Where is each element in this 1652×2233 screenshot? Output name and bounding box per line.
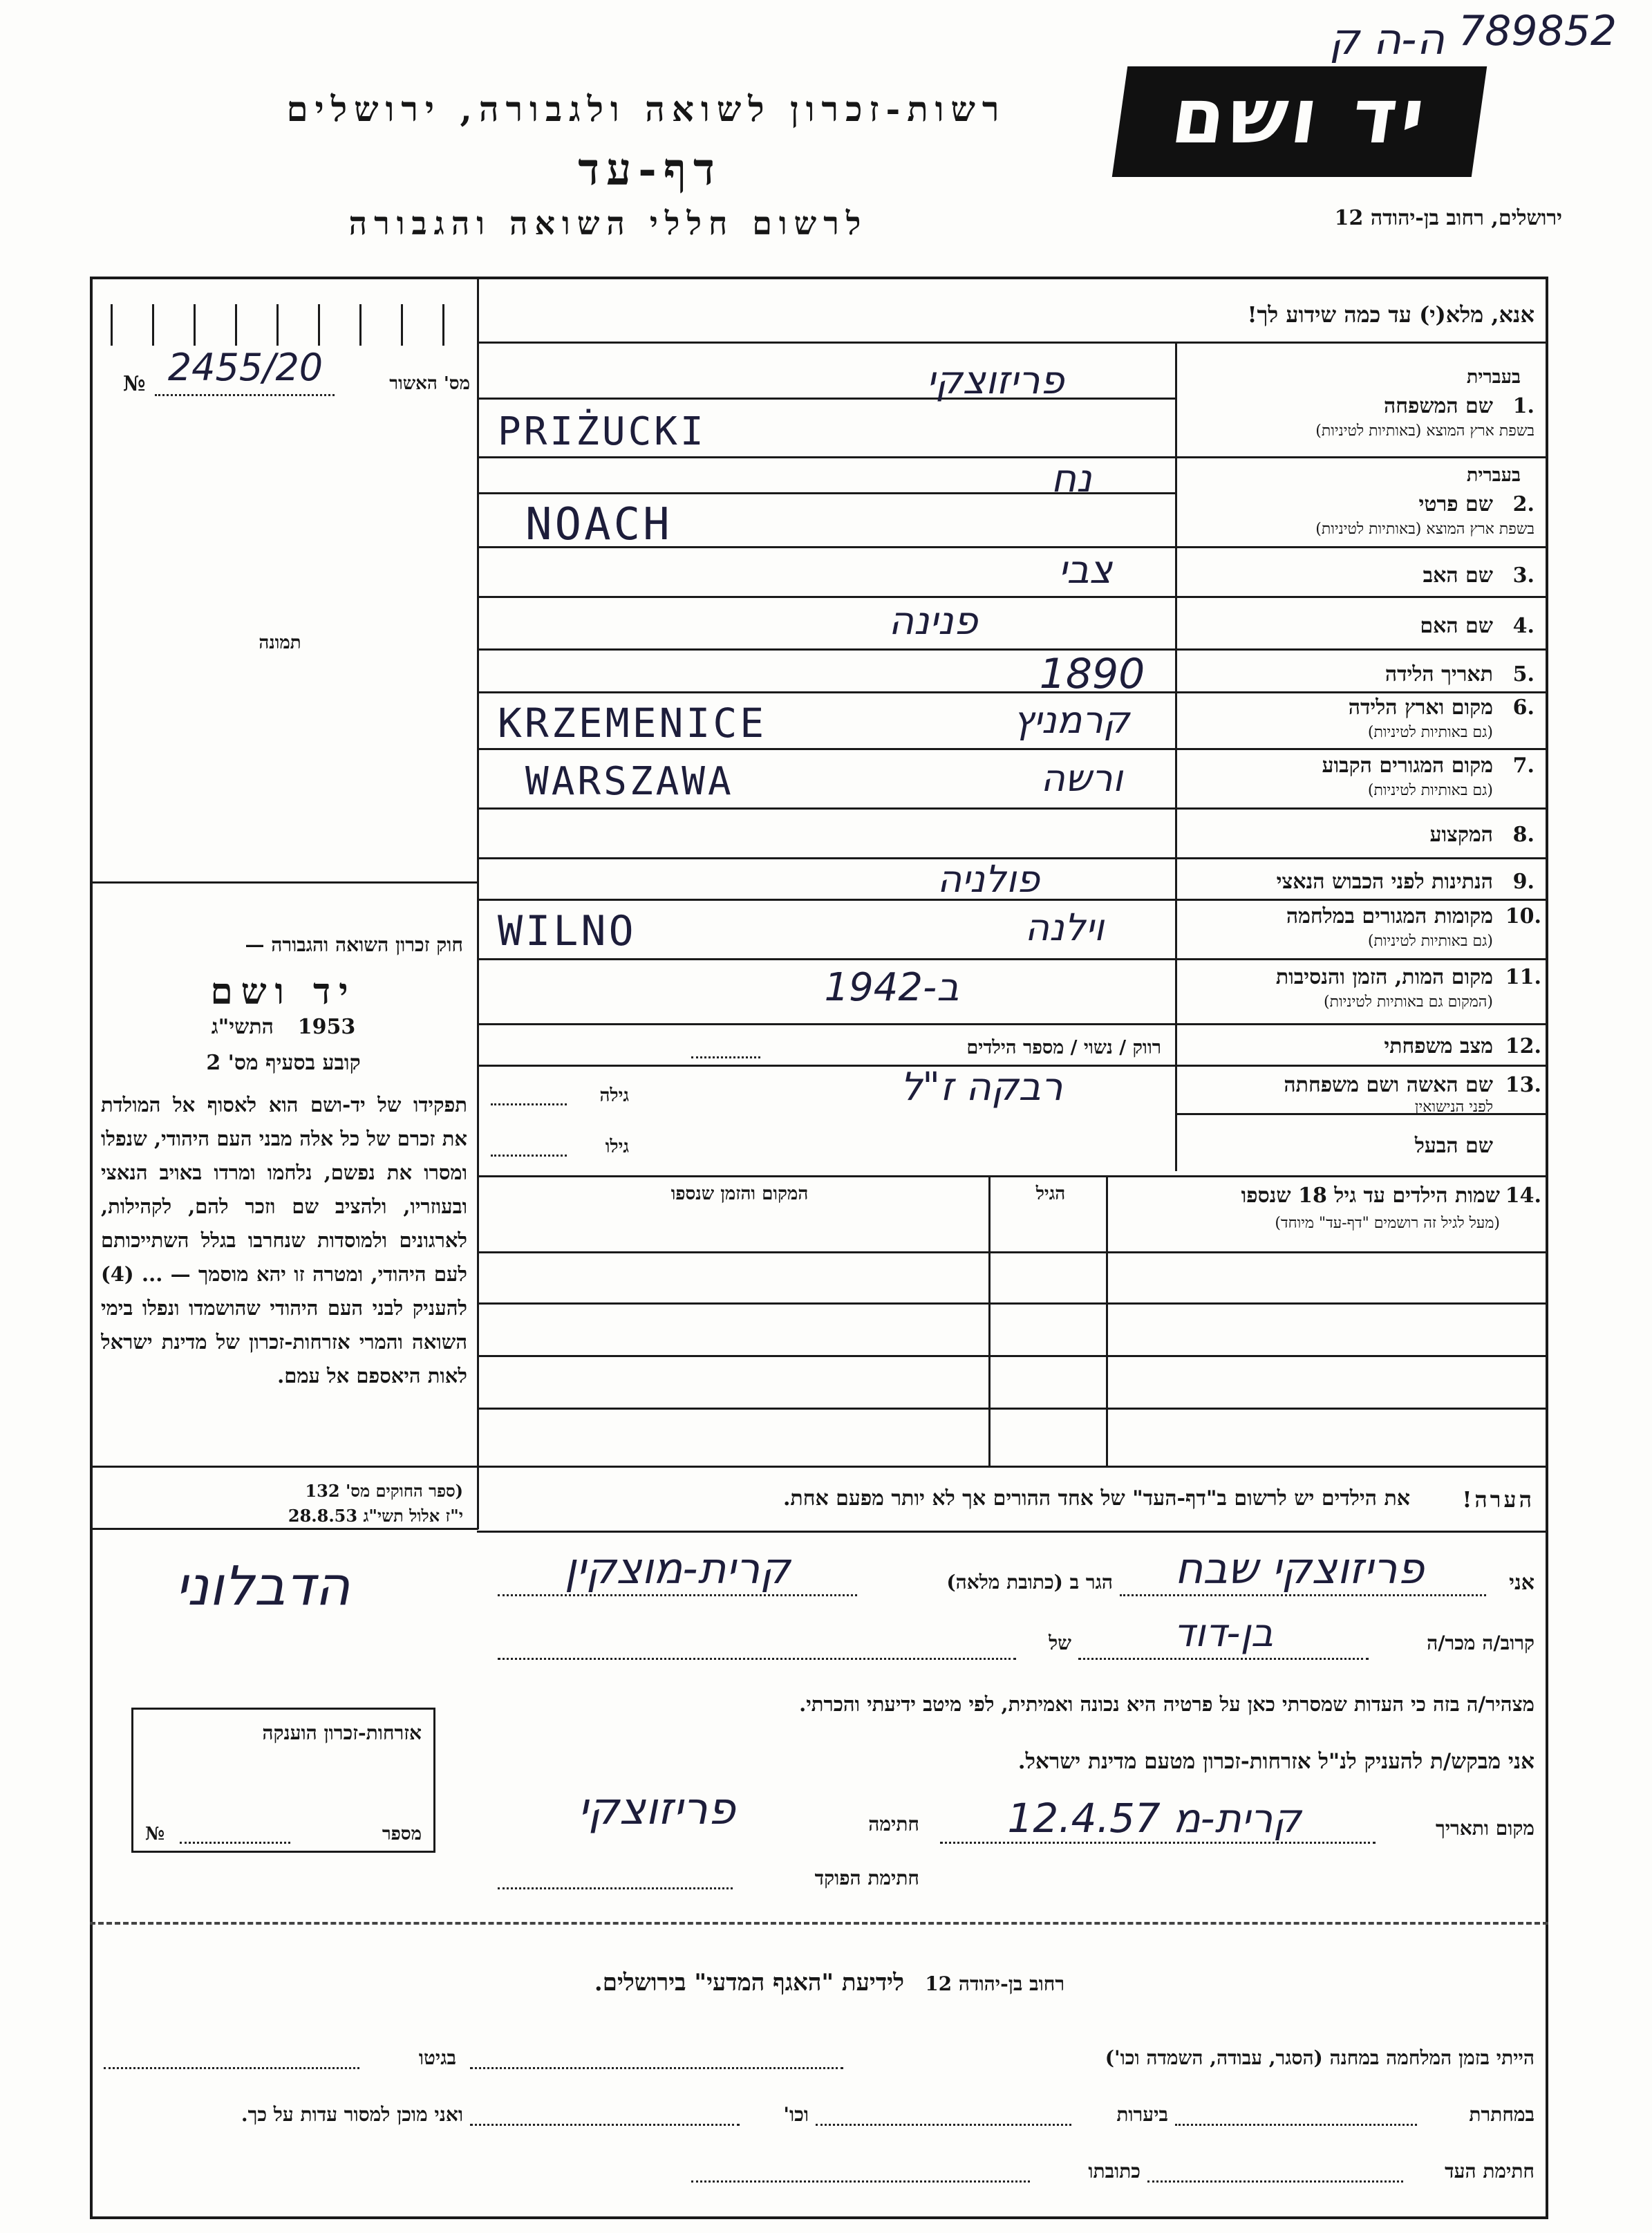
declaration-residing: הגר ב (כתובת מלאה) xyxy=(946,1571,1113,1594)
form-subtitle: לרשום חללי השואה והגבורה xyxy=(348,205,868,242)
field-husband-age-label: גילו xyxy=(605,1137,629,1157)
margin-note: הדבלוני xyxy=(175,1555,350,1618)
declaration-relative: קרוב/ה מכר/ה xyxy=(1427,1632,1534,1654)
law-name: יד ושם xyxy=(210,971,357,1013)
note-text: את הילדים יש לרשום ב"דף-העד" של אחד ההורים אך לא יותר מפעם אחת. xyxy=(782,1486,1410,1511)
footer-line3-b: כתובתו xyxy=(1088,2160,1141,2183)
field-13-sub: לפני הנישואין xyxy=(1414,1099,1493,1116)
authority-title: רשות-זכרון לשואה ולגבורה, ירושלים xyxy=(286,88,1006,129)
footer-line1-end: בגיטו xyxy=(418,2046,456,2069)
logo-text: יד ושם xyxy=(1166,72,1434,160)
footer-line2-a: במחתרת xyxy=(1469,2103,1534,2126)
field-12-num: 12. xyxy=(1505,1034,1541,1058)
children-num: 14. xyxy=(1505,1184,1541,1208)
field-12-label: מצב משפחתי xyxy=(1384,1034,1493,1058)
field-7-value-hebrew: ורשה xyxy=(1040,756,1123,800)
registration-ticks xyxy=(97,304,470,346)
field-2-lang-header: בעברית xyxy=(1466,465,1521,486)
field-2-num: 2. xyxy=(1512,492,1534,516)
field-2-value-latin: NOACH xyxy=(525,499,673,550)
field-7-value-latin: WARSZAWA xyxy=(525,759,734,804)
field-11-value: 1942-ב xyxy=(824,965,959,1010)
field-2-value-hebrew: נח xyxy=(1051,456,1092,501)
field-1-value-latin: PRIŻUCKI xyxy=(498,409,706,454)
law-body: תפקידו של יד-ושם הוא לאסוף אל המולדת את זכרם של כל אלה מבני העם היהודי, שנפלו ומסרו את נפשם, נלחמו ומרדו באויב הנאצי ובעוזריו, ולהציב שם וזכר להם, לקהילות, לארגונים ולמוסדות שנחרבו בגלל השתייכותם לעם היהודי, ומטרה זו יהא מוסמך — ... (4) להעניק לבני העם היהודי שהושמדו ונפלו בימי השואה והמרי אזרחות-זכרון של מדינת ישראל לאות היאספם אל עמם. xyxy=(101,1093,467,1388)
field-10-value-hebrew: וילנה xyxy=(1024,906,1105,949)
field-9-label: הנתינות לפני הכבוש הנאצי xyxy=(1276,870,1493,894)
children-col-place: המקום והזמן שנספו xyxy=(670,1184,809,1204)
footer-heading: לידיעת "האגף המדעי" בירושלים. xyxy=(594,1969,904,1997)
citizenship-title: אזרחות-זכרון הוענקה xyxy=(262,1721,422,1744)
field-4-value: פנינה xyxy=(888,599,978,644)
field-10-label: מקומות המגורים במלחמה xyxy=(1286,904,1493,928)
field-4-num: 4. xyxy=(1512,614,1534,638)
field-11-sub: (המקום גם באותיות לטיניות) xyxy=(1324,993,1493,1011)
field-6-value-hebrew: קרמניץ xyxy=(1013,698,1130,742)
field-13-age-label: גילה xyxy=(599,1085,629,1106)
field-6-value-latin: KRZEMENICE xyxy=(498,700,767,747)
children-col-age: הגיל xyxy=(1035,1184,1066,1204)
form-name: דף-עד xyxy=(578,144,722,196)
declaration-place-date-value: קרית-מ 12.4.57 xyxy=(1007,1795,1302,1842)
field-5-label: תאריך הלידה xyxy=(1385,662,1493,686)
registration-number-label: מס' האשור xyxy=(389,373,470,394)
field-12-options: רווק / נשוי / מספר הילדים xyxy=(966,1037,1161,1058)
children-label: שמות הילדים עד גיל 18 שנספו xyxy=(1241,1184,1500,1208)
field-1-num: 1. xyxy=(1512,394,1534,418)
declaration-place-date: מקום ותאריך xyxy=(1435,1817,1534,1840)
field-1-sub: בשפת ארץ המוצא (באותיות לטיניות) xyxy=(1315,422,1534,440)
field-9-value: פולניה xyxy=(937,857,1040,901)
field-11-label: מקום המות, הזמן והנסיבות xyxy=(1275,965,1493,989)
declaration-name-value: פריזוצקי שבח xyxy=(1174,1543,1425,1594)
field-8-label: המקצוע xyxy=(1429,823,1493,847)
field-2-sub: בשפת ארץ המוצא (באותיות לטיניות) xyxy=(1315,521,1534,538)
citizenship-number-label: מספר xyxy=(382,1824,422,1844)
field-husband-label: שם הבעל xyxy=(1414,1134,1493,1158)
footer-line1: הייתי בזמן המלחמה במחנה (הסגר, עבודה, השמדה וכו') xyxy=(1105,2046,1534,2069)
declaration-of: של xyxy=(1049,1632,1071,1654)
field-3-label: שם האב xyxy=(1423,563,1493,588)
law-source: (ספר החוקים מס' 132 xyxy=(305,1481,463,1501)
field-13-value: רבקה ז"ל xyxy=(900,1065,1063,1110)
declaration-signature-value: פריזוצקי xyxy=(578,1784,735,1835)
declaration-signature: חתימה xyxy=(868,1813,919,1835)
field-13-num: 13. xyxy=(1505,1073,1541,1097)
field-4-label: שם האם xyxy=(1420,614,1493,638)
field-3-num: 3. xyxy=(1512,563,1534,588)
law-source-date: י"ז אלול תשי"ג 28.8.53 xyxy=(288,1506,463,1526)
footer-line3-a: חתימת העד xyxy=(1445,2160,1534,2183)
field-7-sub: (גם באותיות לטיניות) xyxy=(1367,782,1493,799)
field-7-label: מקום המגורים הקבוע xyxy=(1322,754,1493,778)
footer-line2-b: ביערות xyxy=(1116,2103,1168,2126)
law-year-line xyxy=(104,1015,463,1039)
field-10-num: 10. xyxy=(1505,904,1541,928)
note-label: הערה! xyxy=(1462,1486,1534,1513)
yad-vashem-logo xyxy=(1112,66,1487,177)
declaration-relative-value: בן-דוד xyxy=(1173,1611,1274,1656)
field-6-label: מקום וארץ הלידה xyxy=(1348,695,1493,720)
law-year-hebrew: התשי"ג xyxy=(211,1015,274,1039)
field-3-value: צבי xyxy=(1058,548,1113,592)
declaration-address-value: קרית-מוצקין xyxy=(564,1543,791,1594)
law-clause: קובע בסעיף מס' 2 xyxy=(206,1051,361,1075)
corner-annotation: ה-ה ק xyxy=(1329,14,1445,64)
declaration-request: אני מבקש/ת להעניק לנ"ל אזרחות-זכרון מטעם מדינת ישראל. xyxy=(1017,1749,1534,1774)
field-8-num: 8. xyxy=(1512,823,1534,847)
footer-heading-line xyxy=(415,1969,1244,1997)
field-5-num: 5. xyxy=(1512,662,1534,686)
field-2-label: שם פרטי xyxy=(1418,492,1493,516)
law-year: 1953 xyxy=(297,1015,356,1039)
footer-line2-end: ואני מוכן למסור עדות על כך. xyxy=(241,2103,463,2126)
children-sub: (מעל לגיל זה רושמים "דף-עד" מיוחד) xyxy=(1275,1215,1500,1232)
registration-number-value: 2455/20 xyxy=(167,346,323,389)
field-6-num: 6. xyxy=(1512,695,1534,720)
header-address: ירושלים, רחוב בן-יהודה 12 xyxy=(1334,206,1562,230)
declaration-i: אני xyxy=(1509,1571,1534,1595)
citizenship-number-symbol: № xyxy=(145,1824,165,1844)
archive-number: 789852 xyxy=(1458,7,1617,55)
photo-label: תמונה xyxy=(259,633,301,653)
field-1-value-hebrew: פריזוצקי xyxy=(926,358,1064,403)
field-1-lang-header: בעברית xyxy=(1466,366,1521,388)
field-7-num: 7. xyxy=(1512,754,1534,778)
field-10-sub: (גם באותיות לטיניות) xyxy=(1367,933,1493,950)
instruction-text: אנא, מלא(י) עד כמה שידוע לך! xyxy=(1247,301,1534,328)
field-5-value: 1890 xyxy=(1039,650,1145,698)
field-10-value-latin: WILNO xyxy=(498,907,637,955)
field-1-label: שם המשפחה xyxy=(1383,394,1493,418)
declaration-statement: מצהיר/ה בזה כי העדות שמסרתי כאן על פרטיה היא נכונה ואמיתית, לפי מיטב ידיעתי והכרתי. xyxy=(799,1692,1534,1716)
field-9-num: 9. xyxy=(1512,870,1534,894)
field-6-sub: (גם באותיות לטיניות) xyxy=(1367,724,1493,741)
footer-address: רחוב בן-יהודה 12 xyxy=(925,1972,1065,1995)
field-13-label: שם האשה ושם משפחתה xyxy=(1284,1073,1493,1097)
field-11-num: 11. xyxy=(1505,965,1541,989)
footer-line2-c: וכו' xyxy=(783,2103,809,2126)
officer-signature: חתימת הפוקד xyxy=(814,1867,919,1889)
registration-number-symbol: № xyxy=(123,372,146,396)
law-title: חוק זכרון השואה והגבורה — xyxy=(245,933,463,956)
